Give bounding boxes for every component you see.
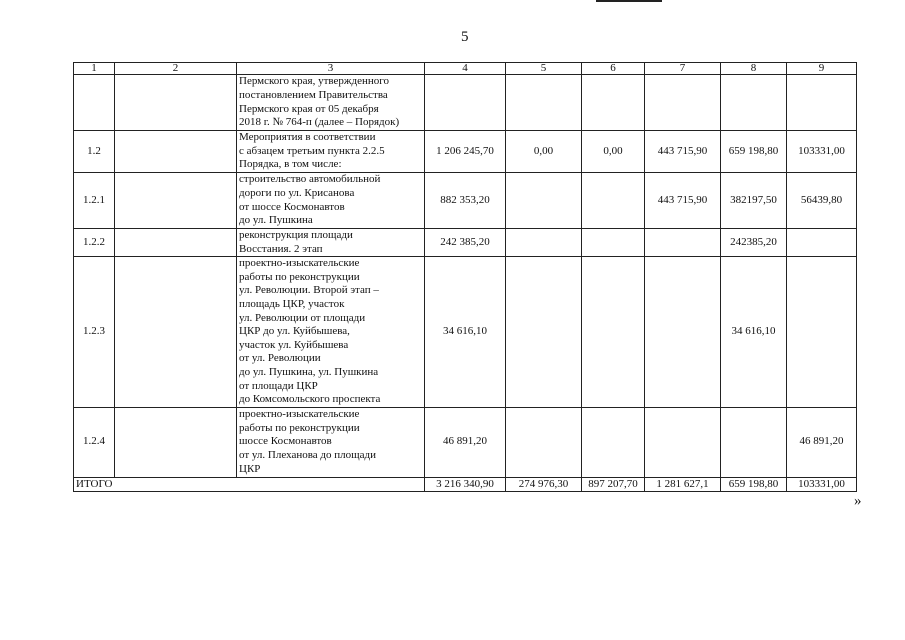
col-header: 5 bbox=[506, 63, 582, 75]
amount-cell bbox=[506, 229, 582, 257]
col-header: 1 bbox=[74, 63, 115, 75]
col-header: 6 bbox=[582, 63, 645, 75]
amount-cell bbox=[645, 257, 721, 408]
amount-cell bbox=[721, 407, 787, 477]
amount-cell bbox=[582, 75, 645, 131]
amount-cell bbox=[582, 257, 645, 408]
col-header: 3 bbox=[237, 63, 425, 75]
amount-cell: 0,00 bbox=[582, 131, 645, 173]
total-cell: 274 976,30 bbox=[506, 477, 582, 492]
empty-cell bbox=[115, 257, 237, 408]
amount-cell: 34 616,10 bbox=[425, 257, 506, 408]
empty-cell bbox=[115, 407, 237, 477]
amount-cell bbox=[645, 229, 721, 257]
col-header: 7 bbox=[645, 63, 721, 75]
amount-cell: 443 715,90 bbox=[645, 131, 721, 173]
table-row bbox=[74, 131, 857, 173]
amount-cell bbox=[582, 173, 645, 229]
row-number-cell: 1.2.3 bbox=[74, 257, 115, 408]
amount-cell: 382197,50 bbox=[721, 173, 787, 229]
amount-cell: 46 891,20 bbox=[787, 407, 857, 477]
total-label: ИТОГО bbox=[74, 477, 425, 492]
amount-cell bbox=[645, 75, 721, 131]
col-header: 2 bbox=[115, 63, 237, 75]
amount-cell bbox=[787, 75, 857, 131]
amount-cell: 882 353,20 bbox=[425, 173, 506, 229]
amount-cell: 659 198,80 bbox=[721, 131, 787, 173]
total-row bbox=[74, 477, 857, 492]
amount-cell bbox=[582, 407, 645, 477]
amount-cell bbox=[506, 75, 582, 131]
col-header: 9 bbox=[787, 63, 857, 75]
empty-cell bbox=[115, 131, 237, 173]
column-number-row bbox=[74, 63, 857, 75]
empty-cell bbox=[115, 173, 237, 229]
description-cell: Пермского края, утвержденного постановлением Правительства Пермского края от 05 декабря 2018 г. № 764-п (далее – Порядок) bbox=[237, 75, 425, 131]
amount-cell bbox=[506, 173, 582, 229]
amount-cell bbox=[506, 407, 582, 477]
amount-cell: 1 206 245,70 bbox=[425, 131, 506, 173]
col-header: 8 bbox=[721, 63, 787, 75]
amount-cell bbox=[721, 75, 787, 131]
amount-cell bbox=[425, 75, 506, 131]
amount-cell bbox=[506, 257, 582, 408]
row-number-cell bbox=[74, 75, 115, 131]
amount-cell bbox=[582, 229, 645, 257]
table-row bbox=[74, 407, 857, 477]
total-cell: 103331,00 bbox=[787, 477, 857, 492]
table-row bbox=[74, 229, 857, 257]
amount-cell: 242385,20 bbox=[721, 229, 787, 257]
description-cell: Мероприятия в соответствии с абзацем третьим пункта 2.2.5 Порядка, в том числе: bbox=[237, 131, 425, 173]
closing-quote: » bbox=[854, 493, 862, 509]
amount-cell bbox=[787, 229, 857, 257]
description-cell: проектно-изыскательские работы по реконструкции шоссе Космонавтов от ул. Плеханова до площади ЦКР bbox=[237, 407, 425, 477]
page-number: 5 bbox=[461, 29, 469, 45]
table-row bbox=[74, 173, 857, 229]
budget-table bbox=[73, 62, 857, 492]
amount-cell: 0,00 bbox=[506, 131, 582, 173]
col-header: 4 bbox=[425, 63, 506, 75]
total-cell: 659 198,80 bbox=[721, 477, 787, 492]
amount-cell: 443 715,90 bbox=[645, 173, 721, 229]
amount-cell: 34 616,10 bbox=[721, 257, 787, 408]
row-number-cell: 1.2 bbox=[74, 131, 115, 173]
description-cell: реконструкция площади Восстания. 2 этап bbox=[237, 229, 425, 257]
top-edge-line bbox=[596, 0, 662, 2]
empty-cell bbox=[115, 75, 237, 131]
row-number-cell: 1.2.1 bbox=[74, 173, 115, 229]
description-cell: строительство автомобильной дороги по ул. Крисанова от шоссе Космонавтов до ул. Пушкина bbox=[237, 173, 425, 229]
amount-cell: 103331,00 bbox=[787, 131, 857, 173]
total-cell: 897 207,70 bbox=[582, 477, 645, 492]
description-cell: проектно-изыскательские работы по реконструкции ул. Революции. Второй этап – площадь ЦКР, участок ул. Революции от площади ЦКР до ул. Куйбышева, участок ул. Куйбышева от ул. Революции до ул. Пушкина, ул. Пушкина от площади ЦКР до Комсомольского проспекта bbox=[237, 257, 425, 408]
row-number-cell: 1.2.2 bbox=[74, 229, 115, 257]
amount-cell bbox=[645, 407, 721, 477]
row-number-cell: 1.2.4 bbox=[74, 407, 115, 477]
table-row bbox=[74, 257, 857, 408]
table-row bbox=[74, 75, 857, 131]
amount-cell bbox=[787, 257, 857, 408]
amount-cell: 242 385,20 bbox=[425, 229, 506, 257]
amount-cell: 46 891,20 bbox=[425, 407, 506, 477]
empty-cell bbox=[115, 229, 237, 257]
amount-cell: 56439,80 bbox=[787, 173, 857, 229]
total-cell: 1 281 627,1 bbox=[645, 477, 721, 492]
total-cell: 3 216 340,90 bbox=[425, 477, 506, 492]
